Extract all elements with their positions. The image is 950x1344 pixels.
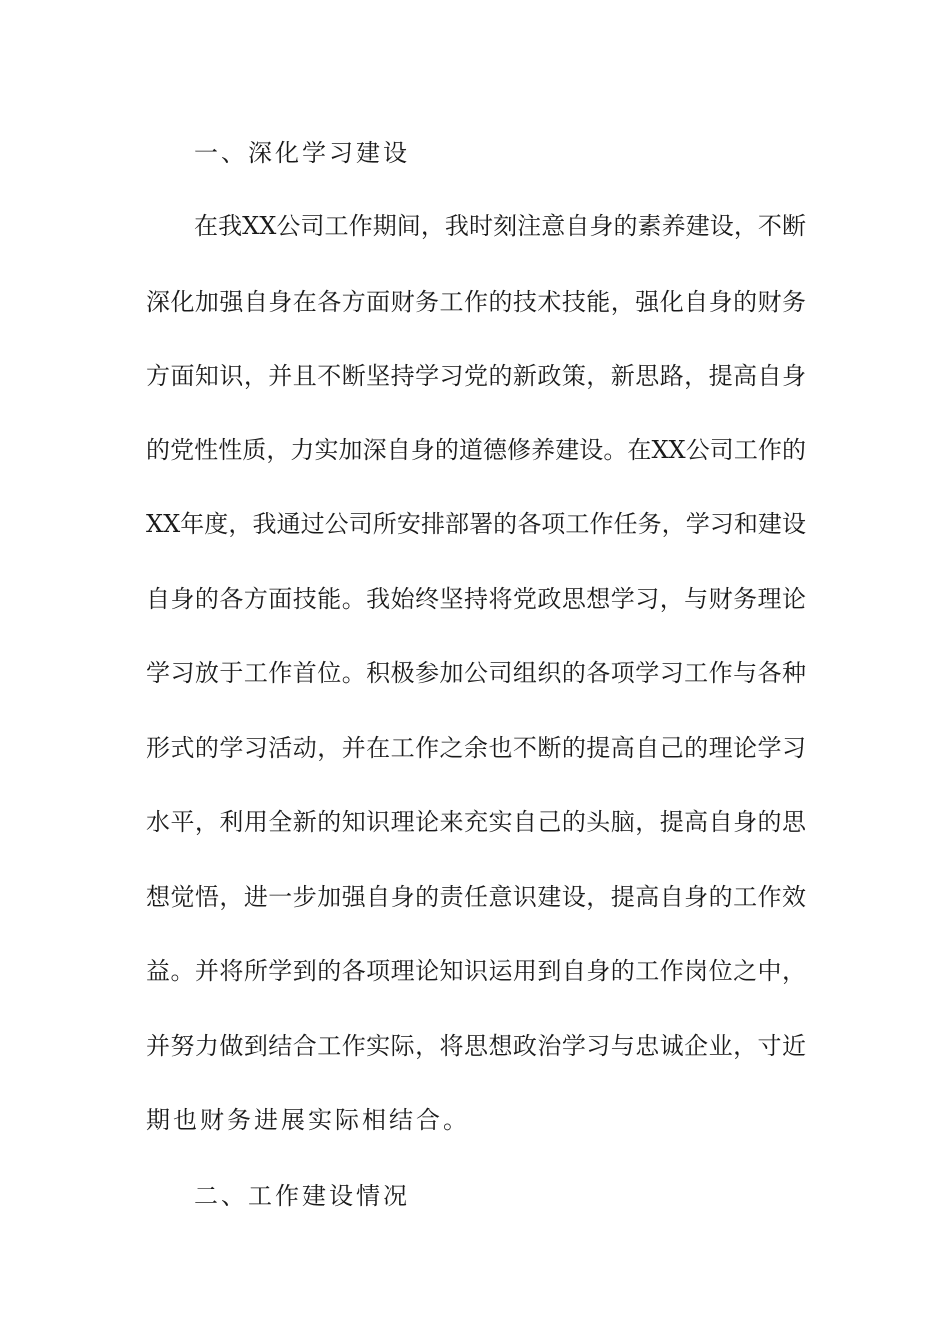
- paragraph-line: 水平，利用全新的知识理论来充实自己的头脑，提高自身的思: [146, 808, 806, 836]
- paragraph-line: 益。并将所学到的各项理论知识运用到自身的工作岗位之中，: [146, 957, 806, 985]
- paragraph-line: 期也财务进展实际相结合。: [146, 1106, 470, 1134]
- paragraph-line: 自身的各方面技能。我始终坚持将党政思想学习，与财务理论: [146, 585, 806, 613]
- paragraph-line: 学习放于工作首位。积极参加公司组织的各项学习工作与各种: [146, 659, 806, 687]
- paragraph-line: 深化加强自身在各方面财务工作的技术技能，强化自身的财务: [146, 288, 806, 316]
- paragraph-line: 的党性性质，力实加深自身的道德修养建设。在XX公司工作的: [146, 436, 806, 464]
- paragraph-line: 想觉悟，进一步加强自身的责任意识建设，提高自身的工作效: [146, 883, 806, 911]
- paragraph-line: 形式的学习活动，并在工作之余也不断的提高自己的理论学习: [146, 734, 806, 762]
- paragraph-line: 方面知识，并且不断坚持学习党的新政策，新思路，提高自身: [146, 362, 806, 390]
- paragraph-line: XX年度，我通过公司所安排部署的各项工作任务，学习和建设: [146, 510, 806, 538]
- section-heading-1: 一、深化学习建设: [194, 139, 410, 167]
- section-heading-2: 二、工作建设情况: [194, 1182, 410, 1210]
- paragraph-line: 在我XX公司工作期间，我时刻注意自身的素养建设，不断: [194, 212, 806, 240]
- paragraph-line: 并努力做到结合工作实际，将思想政治学习与忠诚企业，寸近: [146, 1032, 806, 1060]
